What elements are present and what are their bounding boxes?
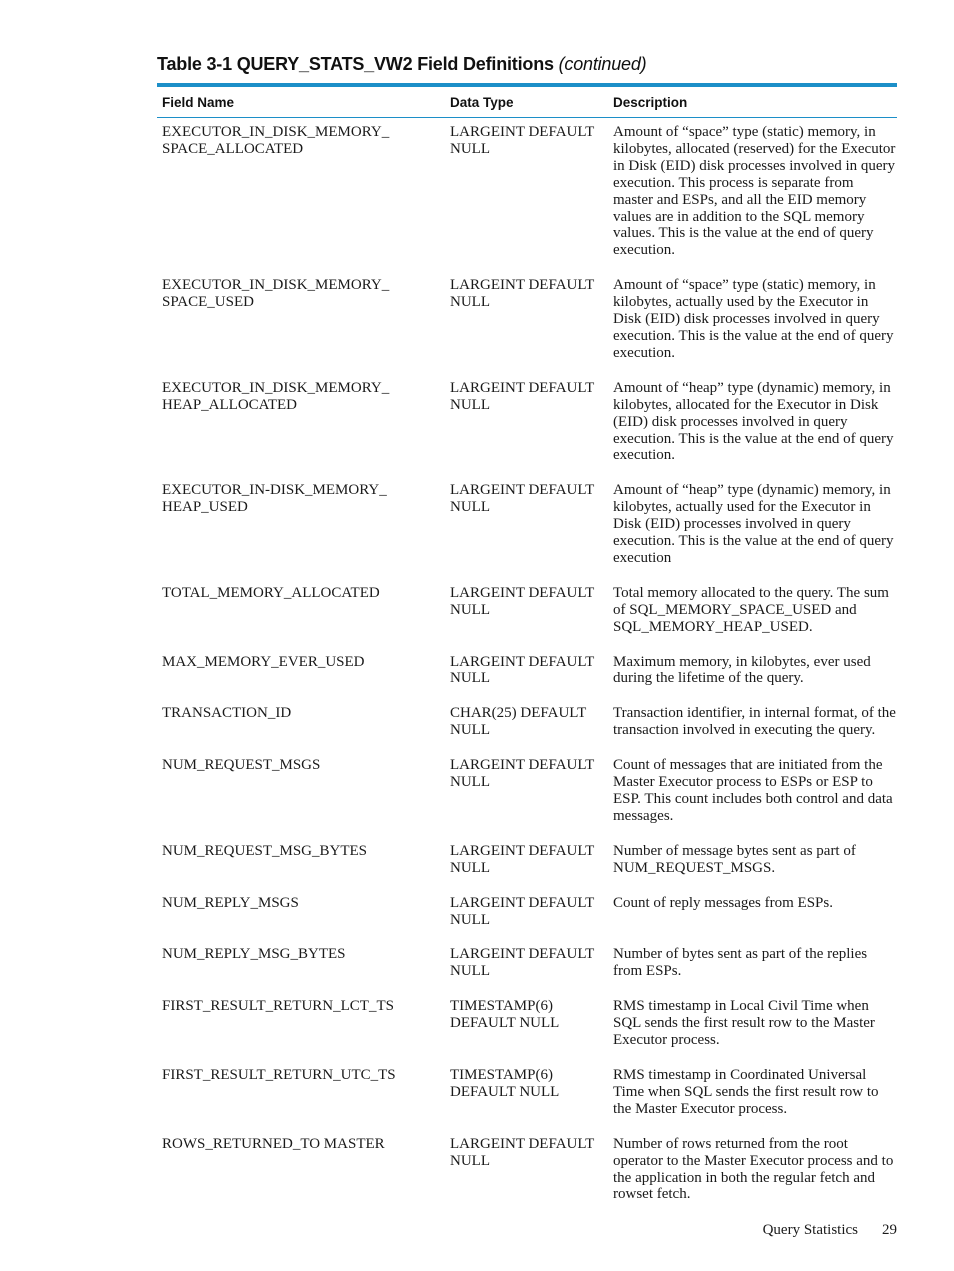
field-name-cell: NUM_REPLY_MSGS	[162, 894, 299, 911]
field-name-cell: NUM_REPLY_MSG_BYTES	[162, 946, 346, 963]
field-name-cell: FIRST_RESULT_RETURN_LCT_TS	[162, 998, 394, 1015]
data-type-cell: LARGEINT DEFAULT NULL	[450, 124, 595, 157]
field-name-cell: TOTAL_MEMORY_ALLOCATED	[162, 584, 380, 601]
data-type-cell: TIMESTAMP(6) DEFAULT NULL	[450, 1066, 560, 1100]
table-row	[157, 579, 897, 648]
table-body	[157, 118, 897, 1215]
column-header-description: Description	[613, 94, 688, 110]
page-number: 29	[882, 1222, 897, 1238]
table-row	[157, 889, 897, 941]
data-type-cell: LARGEINT DEFAULT NULL	[450, 379, 595, 413]
data-type-cell: LARGEINT DEFAULT NULL	[450, 277, 595, 311]
data-type-cell: LARGEINT DEFAULT NULL	[450, 842, 595, 876]
footer-section-title: Query Statistics	[762, 1222, 858, 1238]
table-row	[157, 476, 897, 579]
data-type-cell: LARGEINT DEFAULT NULL	[450, 894, 595, 928]
data-type-cell: LARGEINT DEFAULT NULL	[450, 757, 595, 791]
page-footer	[0, 1222, 897, 1239]
description-cell: RMS timestamp in Coordinated Universal Time when SQL sends the first result row to the Master Executor process.	[613, 1066, 879, 1117]
description-cell: Number of rows returned from the root operator to the Master Executor process and to the application in both the regular fetch and rowset fetch.	[613, 1135, 894, 1203]
description-cell: Number of message bytes sent as part of NUM_REQUEST_MSGS.	[613, 842, 856, 876]
field-name-cell: EXECUTOR_IN_DISK_MEMORY_ HEAP_ALLOCATED	[162, 379, 390, 413]
table-row	[157, 992, 897, 1061]
field-name-cell: MAX_MEMORY_EVER_USED	[162, 653, 365, 670]
table-row	[157, 751, 897, 837]
column-header-field-name: Field Name	[162, 94, 235, 110]
field-name-cell: EXECUTOR_IN_DISK_MEMORY_ SPACE_USED	[162, 277, 390, 311]
description-cell: Total memory allocated to the query. The sum of SQL_MEMORY_SPACE_USED and SQL_MEMORY_HEAP_USED.	[613, 584, 889, 635]
table-row	[157, 699, 897, 751]
field-name-cell: NUM_REQUEST_MSG_BYTES	[162, 842, 368, 859]
description-cell: Count of reply messages from ESPs.	[613, 894, 833, 911]
table-caption	[157, 54, 646, 75]
description-cell: Count of messages that are initiated from the Master Executor process to ESPs or ESP to ESP. This count includes both control and data messages.	[613, 757, 893, 824]
data-type-cell: LARGEINT DEFAULT NULL	[450, 946, 595, 980]
field-name-cell: EXECUTOR_IN_DISK_MEMORY_ SPACE_ALLOCATED	[162, 124, 390, 157]
description-cell: Transaction identifier, in internal format, of the transaction involved in executing the query.	[613, 705, 896, 739]
table-row	[157, 1061, 897, 1130]
field-name-cell: TRANSACTION_ID	[162, 705, 292, 722]
table-row	[157, 374, 897, 477]
field-name-cell: FIRST_RESULT_RETURN_UTC_TS	[162, 1066, 396, 1083]
table-continued-note: (continued)	[558, 54, 647, 74]
table-row	[157, 940, 897, 992]
data-type-cell: LARGEINT DEFAULT NULL	[450, 1135, 595, 1169]
description-cell: Amount of “space” type (static) memory, in kilobytes, actually used by the Executor in Disk (EID) disk processes involved in query execution. This is the value at the end of query execution.	[613, 277, 894, 361]
description-cell: Amount of “space” type (static) memory, in kilobytes, allocated (reserved) for the Executor in Disk (EID) disk processes involved in query execution. This process is separate from master and ESPs, and all the EID memory values are in addition to the SQL memory values. This is the value at the end of query execution.	[613, 124, 896, 259]
description-cell: Number of bytes sent as part of the replies from ESPs.	[613, 946, 868, 980]
table-row	[157, 118, 897, 271]
table-row	[157, 271, 897, 374]
description-cell: Amount of “heap” type (dynamic) memory, in kilobytes, allocated for the Executor in Disk (EID) disk processes involved in query execution. This is the value at the end of query execution.	[613, 379, 894, 464]
table-row	[157, 837, 897, 889]
table-row	[157, 648, 897, 700]
table-title: Table 3-1 QUERY_STATS_VW2 Field Definitions	[157, 54, 554, 74]
table-row	[157, 1130, 897, 1216]
description-cell: Maximum memory, in kilobytes, ever used during the lifetime of the query.	[613, 653, 871, 687]
field-definitions-table	[157, 83, 897, 1215]
description-cell: RMS timestamp in Local Civil Time when SQL sends the first result row to the Master Executor process.	[613, 998, 875, 1049]
table-header-row	[157, 87, 897, 118]
description-cell: Amount of “heap” type (dynamic) memory, in kilobytes, actually used for the Executor in Disk (EID) processes involved in query execution. This is the value at the end of query execution	[613, 482, 894, 566]
data-type-cell: CHAR(25) DEFAULT NULL	[450, 705, 587, 739]
field-name-cell: ROWS_RETURNED_TO MASTER	[162, 1135, 385, 1152]
data-type-cell: LARGEINT DEFAULT NULL	[450, 482, 595, 516]
field-name-cell: EXECUTOR_IN-DISK_MEMORY_ HEAP_USED	[162, 482, 387, 516]
data-type-cell: LARGEINT DEFAULT NULL	[450, 584, 595, 618]
field-name-cell: NUM_REQUEST_MSGS	[162, 757, 321, 774]
column-header-data-type: Data Type	[450, 94, 514, 110]
data-type-cell: TIMESTAMP(6) DEFAULT NULL	[450, 998, 560, 1032]
data-type-cell: LARGEINT DEFAULT NULL	[450, 653, 595, 687]
